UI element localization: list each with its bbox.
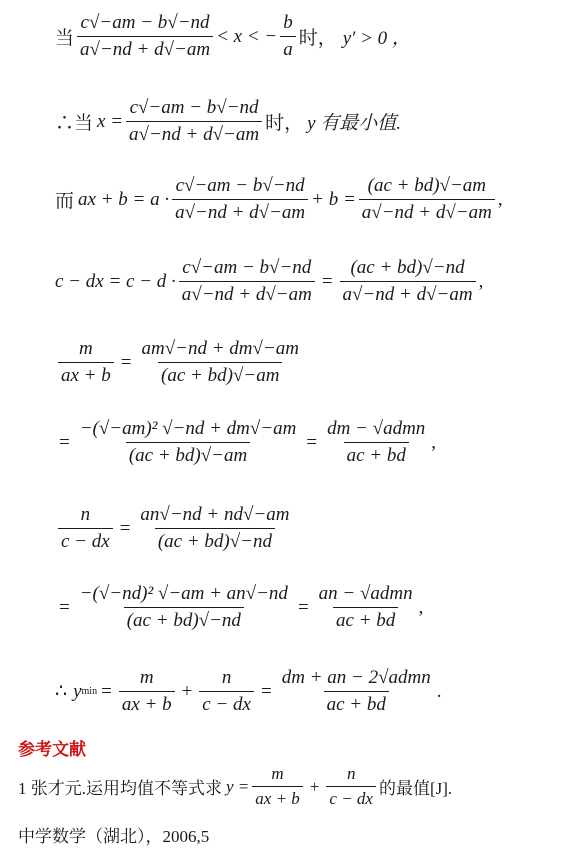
fraction-x-value bbox=[172, 175, 308, 224]
fraction-numerator: am√−nd + dm√−am bbox=[141, 338, 299, 359]
fraction-expansion bbox=[77, 418, 300, 467]
fraction-denominator: (ac + bd)√−nd bbox=[124, 607, 244, 632]
c-minus-dx-line bbox=[55, 257, 483, 306]
comma: , bbox=[478, 270, 484, 292]
m-over-ax-b-line bbox=[55, 338, 305, 387]
text-er: 而 bbox=[55, 191, 75, 212]
equals-sign: = bbox=[306, 431, 318, 453]
reference-journal bbox=[18, 822, 209, 847]
fraction-n bbox=[58, 504, 113, 553]
fraction-expansion bbox=[138, 338, 301, 387]
ax-plus-b-line bbox=[55, 175, 503, 224]
text-min-value: y 有最小值. bbox=[307, 113, 402, 134]
fraction-denominator: ax + b bbox=[252, 786, 303, 809]
fraction-numerator: c√−am − b√−nd bbox=[129, 97, 259, 118]
equals-sign: = bbox=[59, 431, 70, 453]
fraction-x-value bbox=[126, 97, 262, 146]
fraction-denominator: a√−nd + d√−am bbox=[179, 281, 315, 306]
therefore-symbol: ∴ bbox=[55, 681, 68, 702]
n-simplify-line bbox=[55, 583, 423, 632]
fraction-denominator: (ac + bd)√−nd bbox=[155, 528, 275, 553]
plus-b-equals: + b = bbox=[311, 188, 356, 210]
fraction-numerator: n bbox=[221, 667, 232, 688]
fraction-numerator: an − √admn bbox=[318, 583, 413, 604]
equals-sign: = bbox=[120, 351, 132, 373]
comma: , bbox=[431, 431, 437, 453]
reference-author-title: 1 张才元.运用均值不等式求 bbox=[18, 779, 222, 798]
fraction-numerator: (ac + bd)√−nd bbox=[350, 257, 465, 278]
period: . bbox=[436, 680, 442, 702]
text-shi: 时， bbox=[265, 113, 304, 134]
reference-suffix: 的最值[J]. bbox=[378, 779, 453, 798]
ymin-line bbox=[55, 667, 441, 716]
fraction-expansion bbox=[77, 583, 291, 632]
fraction-denominator: a√−nd + d√−am bbox=[340, 281, 476, 306]
equals-sign: = bbox=[59, 596, 70, 618]
fraction-numerator: dm + an − 2√admn bbox=[281, 667, 431, 688]
equals-sign: = bbox=[321, 270, 333, 292]
fraction-denominator: (ac + bd)√−am bbox=[126, 442, 250, 467]
fraction-denominator: a√−nd + d√−am bbox=[77, 36, 213, 61]
minimum-line bbox=[55, 97, 401, 146]
equals-sign: = bbox=[260, 680, 272, 702]
fraction-numerator: −(√−am)² √−nd + dm√−am bbox=[79, 418, 297, 439]
equals-sign: = bbox=[119, 517, 131, 539]
fraction-simplified bbox=[324, 418, 428, 467]
fraction-result bbox=[359, 175, 495, 224]
n-over-c-dx-line bbox=[55, 504, 295, 553]
plus-sign: + bbox=[181, 680, 193, 702]
reference-journal-text: 中学数学（湖北），2006,5 bbox=[18, 827, 210, 846]
fraction-n bbox=[326, 764, 376, 809]
fraction-expansion bbox=[137, 504, 292, 553]
fraction-m bbox=[119, 667, 175, 716]
fraction-numerator: c√−am − b√−nd bbox=[80, 12, 210, 33]
fraction-numerator: n bbox=[346, 764, 356, 783]
subscript-min: min bbox=[81, 686, 98, 697]
fraction-denominator: ax + b bbox=[119, 691, 175, 716]
fraction-simplified bbox=[316, 583, 416, 632]
fraction-numerator: m bbox=[139, 667, 154, 688]
text-dang: 当 bbox=[55, 28, 75, 49]
fraction-numerator: c√−am − b√−nd bbox=[182, 257, 312, 278]
fraction-denominator: a√−nd + d√−am bbox=[172, 199, 308, 224]
m-simplify-line bbox=[55, 418, 436, 467]
fraction-result bbox=[340, 257, 476, 306]
fraction-numerator: m bbox=[271, 764, 284, 783]
fraction-numerator: −(√−nd)² √−am + an√−nd bbox=[79, 583, 288, 604]
text-therefore-dang: ∴当 bbox=[55, 113, 94, 134]
comma: , bbox=[418, 596, 424, 618]
fraction-denominator: ac + bd bbox=[333, 607, 398, 632]
equals-sign: = bbox=[297, 596, 309, 618]
derivative-positive: y′ > 0 ， bbox=[342, 28, 411, 49]
fraction-denominator: ac + bd bbox=[324, 691, 389, 716]
fraction-numerator: an√−nd + nd√−am bbox=[140, 504, 290, 525]
fraction-numerator: m bbox=[79, 338, 93, 359]
fraction-x-value bbox=[179, 257, 315, 306]
references-heading: 参考文献 bbox=[18, 740, 86, 760]
y-equals: y = bbox=[226, 776, 250, 796]
reference-item-1 bbox=[18, 764, 452, 809]
fraction-numerator: n bbox=[80, 504, 91, 525]
condition-line bbox=[55, 12, 411, 61]
comma: , bbox=[497, 188, 503, 210]
lhs-expression: c − dx = c − d · bbox=[55, 270, 176, 292]
text-shi: 时， bbox=[298, 28, 337, 49]
fraction-numerator: b bbox=[283, 12, 293, 33]
fraction-denominator: c − dx bbox=[58, 528, 113, 553]
fraction-denominator: c − dx bbox=[326, 786, 376, 809]
fraction-n bbox=[199, 667, 254, 716]
fraction-denominator: ax + b bbox=[58, 362, 114, 387]
fraction-denominator: ac + bd bbox=[344, 442, 409, 467]
fraction-denominator: a√−nd + d√−am bbox=[126, 121, 262, 146]
fraction-denominator: a√−nd + d√−am bbox=[359, 199, 495, 224]
fraction-m bbox=[58, 338, 114, 387]
lhs-expression: ax + b = a · bbox=[78, 188, 170, 210]
fraction-final bbox=[279, 667, 434, 716]
x-equals: x = bbox=[97, 110, 124, 132]
equals-sign: = bbox=[101, 680, 112, 702]
fraction-b-over-a bbox=[280, 12, 296, 61]
fraction-numerator: dm − √admn bbox=[327, 418, 426, 439]
plus-sign: + bbox=[309, 776, 320, 796]
fraction-condition bbox=[77, 12, 213, 61]
fraction-m bbox=[252, 764, 303, 809]
fraction-denominator: a bbox=[280, 36, 296, 61]
fraction-numerator: c√−am − b√−nd bbox=[175, 175, 305, 196]
y-symbol: y bbox=[73, 680, 82, 702]
fraction-denominator: c − dx bbox=[199, 691, 254, 716]
inequality-text: < x < − bbox=[216, 25, 278, 47]
fraction-numerator: (ac + bd)√−am bbox=[367, 175, 487, 196]
fraction-denominator: (ac + bd)√−am bbox=[158, 362, 282, 387]
